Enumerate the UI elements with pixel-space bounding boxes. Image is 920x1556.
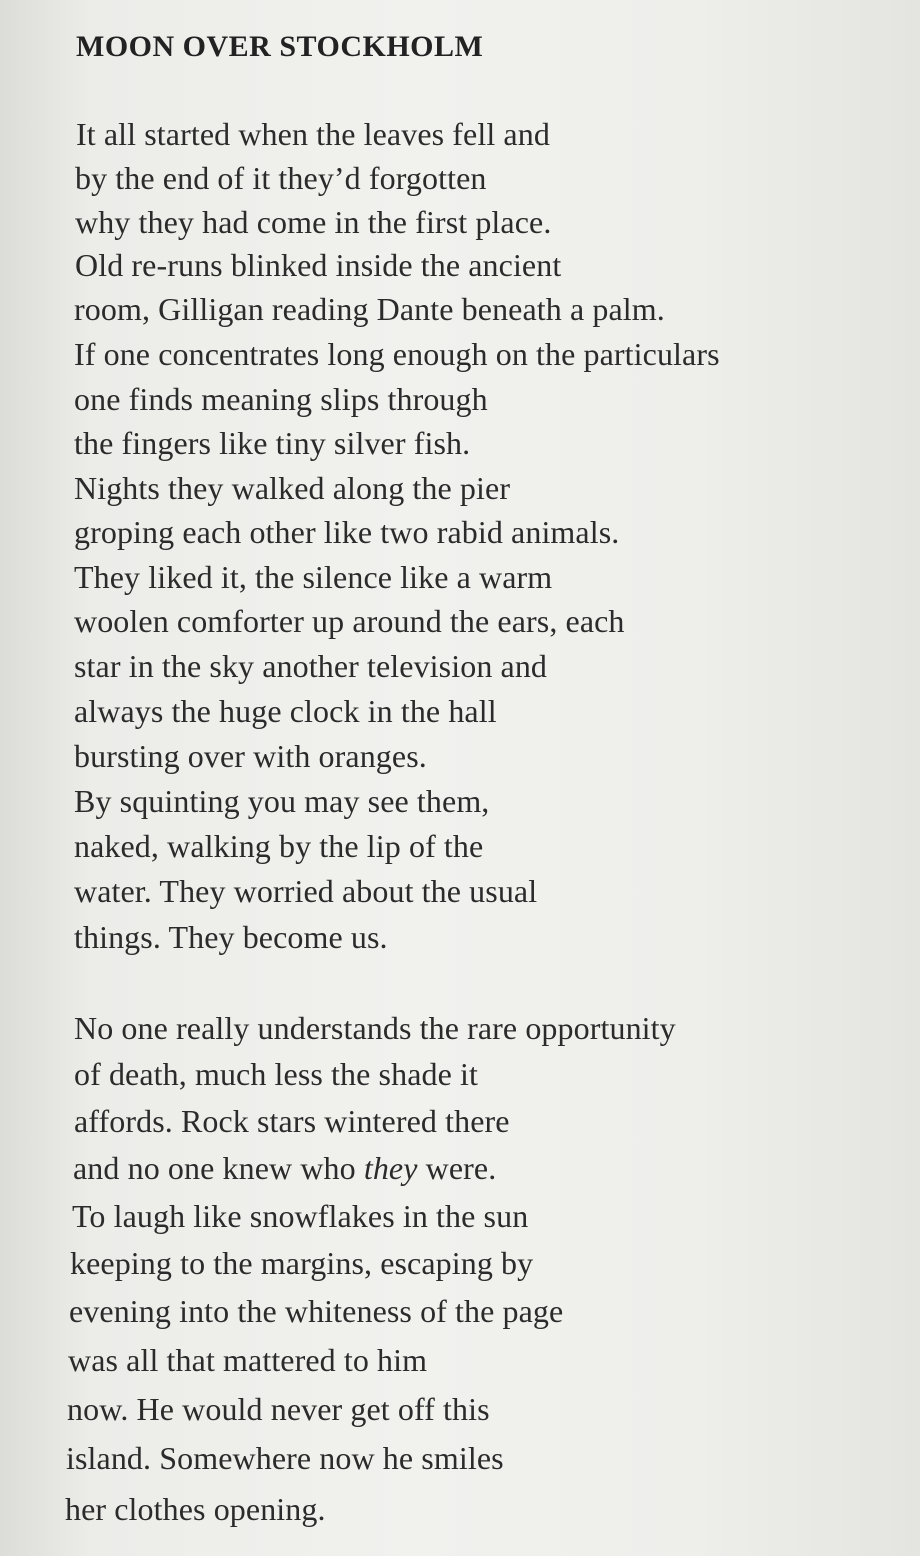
- poem-line: of death, much less the shade it: [74, 1056, 478, 1092]
- poem-line: always the huge clock in the hall: [74, 693, 497, 729]
- poem-line: evening into the whiteness of the page: [69, 1293, 564, 1329]
- poem-line: why they had come in the first place.: [75, 204, 552, 240]
- poem-line: bursting over with oranges.: [74, 738, 427, 774]
- poem-line: By squinting you may see them,: [74, 783, 490, 819]
- poem-line: the fingers like tiny silver fish.: [74, 425, 471, 461]
- italic-word: they: [363, 1150, 418, 1186]
- poem-line: one finds meaning slips through: [74, 381, 488, 417]
- poem-line: They liked it, the silence like a warm: [74, 559, 553, 595]
- poem-line: water. They worried about the usual: [74, 873, 538, 909]
- poem-line: affords. Rock stars wintered there: [74, 1103, 510, 1139]
- line-text: and no one knew who: [73, 1150, 364, 1186]
- poem-title: MOON OVER STOCKHOLM: [76, 30, 484, 63]
- poem-line: by the end of it they’d forgotten: [75, 160, 487, 196]
- poem-line: her clothes opening.: [65, 1491, 326, 1527]
- poem-line: things. They become us.: [74, 919, 388, 955]
- poem-line: groping each other like two rabid animals.: [74, 514, 620, 550]
- poem-line: room, Gilligan reading Dante beneath a palm.: [74, 291, 665, 327]
- line-text: were.: [417, 1150, 497, 1186]
- poem-line: naked, walking by the lip of the: [74, 828, 484, 864]
- poem-line: It all started when the leaves fell and: [76, 116, 550, 152]
- poem-line: No one really understands the rare opportunity: [74, 1010, 676, 1046]
- poem-line: If one concentrates long enough on the particulars: [74, 336, 720, 372]
- poem-line: keeping to the margins, escaping by: [70, 1245, 534, 1281]
- poem-line: To laugh like snowflakes in the sun: [72, 1198, 529, 1234]
- poem-line: [73, 1148, 496, 1188]
- poem-line: now. He would never get off this: [67, 1391, 490, 1427]
- poem-line: star in the sky another television and: [74, 648, 548, 684]
- poem-line: Nights they walked along the pier: [74, 470, 511, 506]
- poem-line: island. Somewhere now he smiles: [66, 1440, 504, 1476]
- poem-line: Old re-runs blinked inside the ancient: [75, 247, 562, 283]
- poem-line: woolen comforter up around the ears, each: [74, 603, 625, 639]
- poem-line: was all that mattered to him: [68, 1342, 428, 1378]
